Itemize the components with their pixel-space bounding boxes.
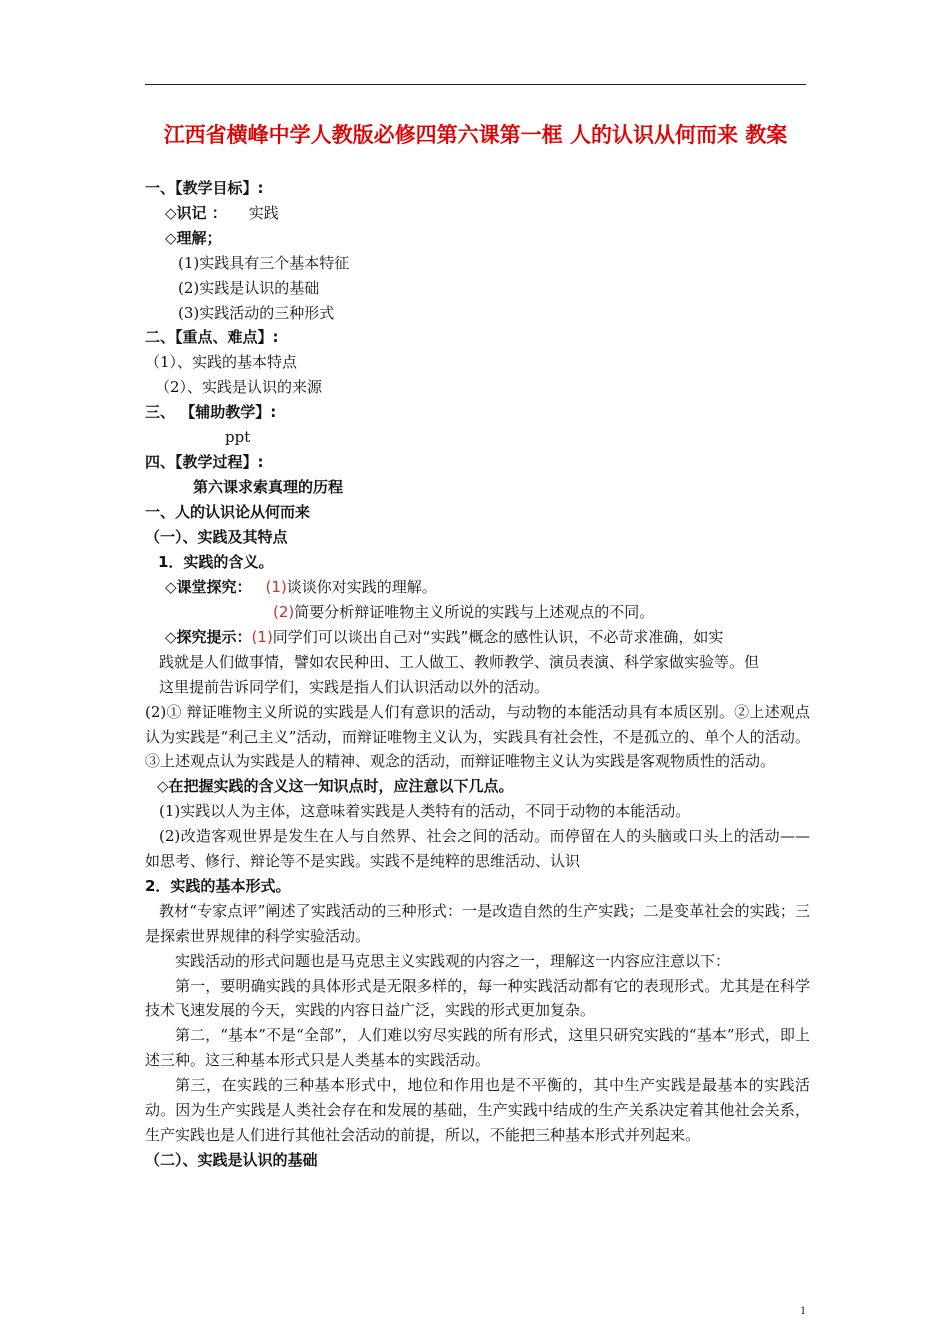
subsection-title: （二）、实践是认识的基础 (145, 1150, 318, 1169)
explanation-paragraph: (2)① 辩证唯物主义所说的实践是人们有意识的活动，与动物的本能活动具有本质区别。②上述观点认为实践是“利己主义”活动，而辩证唯物主义认为，实践具有社会性，不是孤立的、单个人的活动。③上述观点认为实践是人的精神、观念的活动，而辩证唯物主义认为实践是客观物质性的活动。 (145, 702, 810, 771)
section-heading-keypoints: 二、【重点、难点】: (145, 328, 279, 347)
hint-line-2: 践就是人们做事情，譬如农民种田、工人做工、教师教学、演员表演、科学家做实验等。但 (159, 652, 760, 671)
understand-label: ◇理解； (165, 228, 222, 247)
subsection-title: （一）、实践及其特点 (145, 527, 288, 546)
goal-item: (2)实践是认识的基础 (178, 278, 320, 297)
part-title: 一、人的认识论从何而来 (145, 502, 311, 521)
section-heading-process: 四、【教学过程】: (145, 452, 264, 471)
note-heading: ◇在把握实践的含义这一知识点时，应注意以下几点。 (157, 777, 514, 796)
paragraph: 第二，“基本”不是“全部”，人们难以穷尽实践的所有形式，这里只研究实践的“基本”形式，即上述三种。这三种基本形式只是人类基本的实践活动。 (145, 1026, 810, 1070)
remember-line: ◇识记 ： 实践 (165, 203, 279, 222)
aid-value: ppt (225, 428, 251, 447)
goal-item: (1)实践具有三个基本特征 (178, 253, 350, 272)
paragraph: 实践活动的形式问题也是马克思主义实践观的内容之一，理解这一内容应注意以下： (175, 951, 731, 970)
paragraph: 第一，要明确实践的具体形式是无限多样的，每一种实践活动都有它的表现形式。尤其是在科学技术飞速发展的今天，实践的内容日益广泛，实践的形式更加复杂。 (145, 976, 810, 1020)
document-body (145, 176, 810, 1173)
section-heading-goals: 一、【教学目标】: (145, 179, 264, 197)
explore-line-2: (2)简要分析辩证唯物主义所说的实践与上述观点的不同。 (273, 602, 655, 621)
item-heading: 2．实践的基本形式。 (145, 876, 291, 895)
hint-line-1: ◇探究提示：(1)同学们可以谈出自己对“实践”概念的感性认识，不必苛求准确，如实 (165, 627, 724, 646)
section-heading-aids: 三、 【辅助教学】: (145, 403, 277, 422)
practice-meaning-block (145, 550, 810, 700)
goal-item: (3)实践活动的三种形式 (178, 303, 335, 322)
item-heading: 1．实践的含义。 (158, 552, 274, 571)
hint-line-3: 这里提前告诉同学们，实践是指人们认识活动以外的活动。 (159, 677, 550, 696)
paragraph: 教材“专家点评”阐述了实践活动的三种形式：一是改造自然的生产实践；二是变革社会的实践；三是探索世界规律的科学实验活动。 (145, 901, 810, 945)
note-item: (2)改造客观世界是发生在人与自然界、社会之间的活动。而停留在人的头脑或口头上的活动——如思考、修行、辩论等不是实践。实践不是纯粹的思维活动、认识 (145, 827, 810, 871)
explore-line-1: ◇课堂探究： (1)谈谈你对实践的理解。 (165, 577, 437, 596)
chapter-title: 第六课求索真理的历程 (193, 477, 344, 496)
document-title: 江西省横峰中学人教版必修四第六课第一框 人的认识从何而来 教案 (163, 123, 788, 147)
note-item: (1)实践以人为主体，这意味着实践是人类特有的活动，不同于动物的本能活动。 (159, 802, 691, 821)
paragraph: 第三，在实践的三种基本形式中，地位和作用也是不平衡的，其中生产实践是最基本的实践活动。因为生产实践是人类社会存在和发展的基础，生产实践中结成的生产关系决定着其他社会关系，生产实践也是人们进行其他社会活动的前提，所以，不能把三种基本形式并列起来。 (145, 1076, 810, 1144)
keypoint-item: （2）、实践是认识的来源 (155, 378, 323, 397)
page-number: 1 (800, 1303, 806, 1317)
keypoint-item: （1）、实践的基本特点 (145, 353, 298, 372)
header-rule (145, 84, 806, 85)
